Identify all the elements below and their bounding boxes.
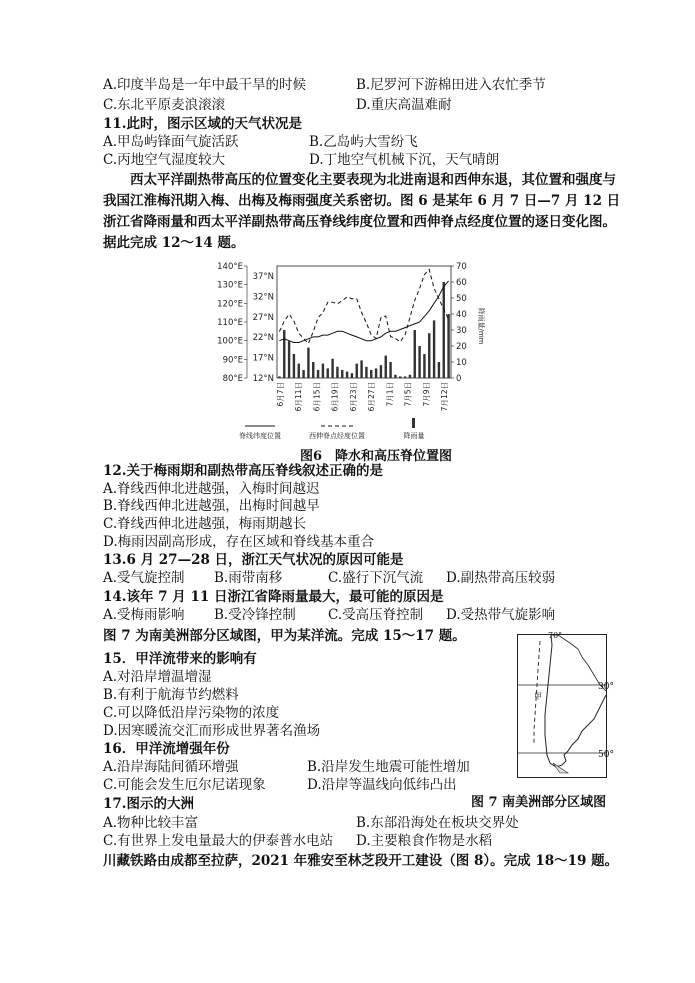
rain-bar	[428, 333, 430, 378]
rain-bar	[312, 362, 314, 378]
q11-stem: 11.此时，图示区域的天气状况是	[103, 116, 302, 132]
legend-ridge-longitude: 西伸脊点经度位置	[309, 432, 365, 440]
rain-bar	[447, 314, 449, 378]
q10-option-d: D.重庆高温难耐	[356, 97, 452, 113]
rain-bar	[385, 356, 387, 378]
legend-rainfall: 降雨量	[403, 432, 425, 440]
q15-option-c: C.可以降低沿岸污染物的浓度	[103, 705, 280, 721]
q15-option-d: D.因寒暖流交汇而形成世界著名渔场	[103, 723, 321, 739]
figure6-chart	[205, 258, 485, 448]
rain-bar	[298, 364, 300, 378]
rain-bar	[409, 375, 411, 378]
rain-bar	[423, 354, 425, 378]
legend-bar-swatch	[412, 418, 415, 428]
q15-stem: 15．甲洋流带来的影响有	[103, 651, 257, 667]
q12-option-d: D.梅雨因副高形成，存在区域和脊线基本重合	[103, 534, 375, 550]
rain-bar	[341, 370, 343, 378]
rain-bar	[399, 376, 401, 378]
ridge-longitude-line	[279, 269, 448, 343]
q17-option-a: A.物种比较丰富	[103, 815, 199, 831]
south-america-outline	[518, 635, 606, 777]
right-tick-label: 70	[456, 262, 467, 272]
left-outer-tick-label: 100°E	[217, 336, 243, 347]
q13-option-b: B.雨带南移	[214, 570, 283, 586]
figure7-caption: 图 7 南美洲部分区域图	[471, 795, 607, 810]
left-outer-tick-label: 130°E	[217, 280, 243, 291]
left-outer-tick-label: 140°E	[217, 262, 243, 272]
rain-bar	[370, 370, 372, 378]
q15-option-b: B.有利于航海节约燃料	[103, 687, 239, 703]
q13-option-c: C.盛行下沉气流	[328, 570, 424, 586]
left-inner-tick-label: 12°N	[252, 374, 274, 384]
right-tick-label: 10	[456, 358, 467, 368]
q12-option-c: C.脊线西伸北进越强，梅雨期越长	[103, 516, 307, 532]
rain-bar	[414, 330, 416, 378]
ridge-latitude-line	[279, 281, 448, 343]
latitude-30-label: 30°	[598, 682, 614, 692]
rain-bar	[375, 368, 377, 378]
q17-option-d: D.主要粮食作物是水稻	[356, 833, 493, 849]
rain-bar	[302, 370, 304, 378]
q15-option-a: A.对沿岸增温增湿	[103, 669, 212, 685]
rain-bar	[365, 367, 367, 378]
right-tick-label: 50	[456, 294, 467, 304]
x-tick-label: 7月9日	[421, 382, 431, 407]
x-tick-label: 6月27日	[367, 382, 377, 412]
rain-bar	[327, 368, 329, 378]
rain-bar	[331, 359, 333, 378]
rain-bar	[322, 364, 324, 378]
left-outer-tick-label: 110°E	[217, 318, 243, 328]
right-tick-label: 0	[456, 374, 462, 384]
figure6-caption: 图6 降水和高压脊位置图	[300, 449, 453, 464]
right-tick-label: 20	[456, 342, 467, 352]
q16-option-a: A.沿岸海陆间循环增强	[103, 759, 239, 775]
rain-bar	[380, 365, 382, 378]
rain-bar	[360, 360, 362, 378]
x-tick-label: 7月12日	[440, 382, 449, 412]
rain-bar	[278, 376, 280, 378]
q16-option-b: B.沿岸发生地震可能性增加	[307, 759, 470, 775]
rain-bar	[404, 376, 406, 378]
rain-bar	[293, 354, 295, 378]
q14-option-b: B.受冷锋控制	[214, 607, 296, 623]
x-tick-label: 6月23日	[348, 382, 358, 412]
q13-option-d: D.副热带高压较弱	[446, 570, 556, 586]
left-inner-tick-label: 37°N	[252, 272, 274, 282]
figure7-map	[517, 634, 607, 778]
q13-option-a: A.受气旋控制	[103, 570, 185, 586]
left-inner-tick-label: 17°N	[252, 353, 274, 364]
latitude-50-label: 50°	[598, 750, 614, 760]
left-outer-tick-label: 80°E	[222, 374, 243, 384]
q12-stem: 12.关于梅雨期和副热带高压脊线叙述正确的是	[103, 463, 383, 479]
x-tick-label: 7月5日	[403, 382, 413, 407]
q17-option-b: B.东部沿海处在板块交界处	[356, 815, 519, 831]
rain-bar	[307, 348, 309, 378]
left-inner-tick-label: 22°N	[252, 333, 274, 344]
q14-option-c: C.受高压脊控制	[328, 607, 424, 623]
x-tick-label: 6月19日	[330, 382, 340, 412]
q11-option-d: D.丁地空气机械下沉，天气晴朗	[309, 152, 500, 168]
passage-18-19: 川藏铁路由成都至拉萨，2021 年雅安至林芝段开工建设（图 8）。完成 18～19 题。	[103, 853, 619, 869]
rain-bar	[283, 330, 285, 378]
q16-stem: 16．甲洋流增强年份	[103, 741, 230, 757]
left-inner-tick-label: 32°N	[252, 292, 274, 303]
q10-option-c: C.东北平原麦浪滚滚	[103, 97, 226, 113]
rain-bar	[336, 367, 338, 378]
x-tick-label: 6月7日	[276, 382, 285, 407]
q11-option-a: A.甲岛屿锋面气旋活跃	[103, 134, 239, 150]
q17-stem: 17.图示的大洲	[103, 796, 194, 812]
q13-stem: 13.6 月 27—28 日，浙江天气状况的原因可能是	[103, 552, 404, 568]
left-outer-tick-label: 120°E	[217, 299, 243, 310]
q14-option-d: D.受热带气旋影响	[446, 607, 556, 623]
rain-bar	[418, 346, 420, 378]
x-tick-label: 7月1日	[385, 382, 395, 407]
legend-ridge-latitude: 脊线纬度位置	[239, 432, 281, 440]
q10-option-a: A.印度半岛是一年中最干旱的时候	[103, 77, 307, 93]
rain-bar	[389, 362, 391, 378]
left-inner-tick-label: 27°N	[252, 312, 274, 323]
q12-option-a: A.脊线西伸北进越强，入梅时间越迟	[103, 481, 320, 497]
passage-15-17: 图 7 为南美洲部分区域图，甲为某洋流。完成 15～17 题。	[103, 628, 466, 644]
rain-bar	[317, 370, 319, 378]
ocean-current-jia-label: 甲	[534, 692, 542, 701]
rain-bar	[288, 341, 290, 378]
q11-option-c: C.丙地空气湿度较大	[103, 152, 226, 168]
rain-bar	[438, 362, 440, 378]
q16-option-c: C.可能会发生厄尔尼诺现象	[103, 777, 266, 793]
rain-bar	[346, 372, 348, 378]
q14-stem: 14.该年 7 月 11 日浙江省降雨量最大，最可能的原因是	[103, 589, 444, 605]
right-tick-label: 30	[456, 326, 467, 336]
x-tick-label: 6月15日	[312, 382, 322, 412]
q10-option-b: B.尼罗河下游棉田进入农忙季节	[356, 77, 546, 93]
rain-bar	[433, 320, 435, 378]
q14-option-a: A.受梅雨影响	[103, 607, 185, 623]
latitude-70-label: 70°	[548, 631, 563, 640]
right-tick-label: 40	[456, 310, 467, 320]
rain-bar	[351, 373, 353, 378]
q16-option-d: D.沿岸等温线向低纬凸出	[307, 777, 457, 793]
q17-option-c: C.有世界上发电量最大的伊泰普水电站	[103, 833, 334, 849]
x-tick-label: 6月11日	[294, 382, 304, 412]
rain-bar	[443, 282, 445, 378]
rain-bar	[394, 375, 396, 378]
left-outer-tick-label: 90°E	[222, 355, 243, 366]
q12-option-b: B.脊线西伸北进越强，出梅时间越早	[103, 498, 320, 514]
q11-option-b: B.乙岛屿大雪纷飞	[309, 134, 418, 150]
passage-12-14: 西太平洋副热带高压的位置变化主要表现为北进南退和西伸东退，其位置和强度与我国江淮梅汛期入梅、出梅及梅雨强度关系密切。图 6 是某年 6 月 7 日—7 月 12 日浙江省降雨量和西太平洋副热带高压脊线纬度位置和西伸脊点经度位置的逐日变化图。据此完成 12～14 题。	[103, 172, 621, 251]
right-axis-label: 降雨量/mm	[477, 307, 485, 345]
rain-bar	[356, 364, 358, 378]
right-tick-label: 60	[456, 278, 467, 288]
